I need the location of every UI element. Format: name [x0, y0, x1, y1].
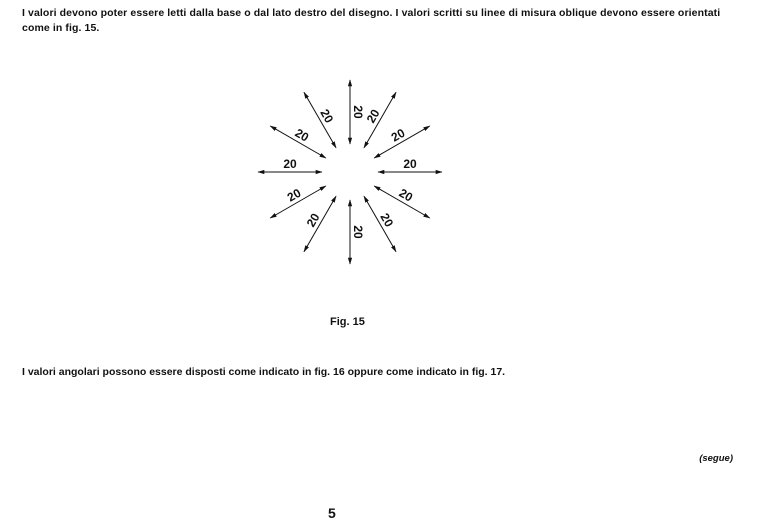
figure-15 — [230, 70, 470, 280]
dimension-orientation-diagram — [230, 70, 470, 280]
dimension-label: 20 — [283, 157, 297, 172]
dimension-label: 20 — [292, 125, 312, 145]
dimension-label: 20 — [350, 105, 365, 119]
figure-caption: Fig. 15 — [330, 316, 365, 328]
dimension-label: 20 — [303, 210, 323, 230]
dimension-label: 20 — [284, 185, 304, 205]
page-number: 5 — [328, 505, 336, 521]
dimension-label: 20 — [363, 106, 383, 126]
body-paragraph-2: I valori angolari possono essere disposti come indicato in fig. 16 oppure come indicato in fig. 17. — [22, 366, 506, 378]
dimension-label: 20 — [396, 185, 416, 205]
dimension-label: 20 — [377, 210, 397, 230]
dimension-label: 20 — [350, 225, 365, 239]
dimension-label: 20 — [388, 125, 408, 145]
dimension-label: 20 — [403, 157, 417, 172]
dimension-label: 20 — [317, 106, 337, 126]
continuation-note: (segue) — [699, 453, 733, 464]
body-paragraph-1: I valori devono poter essere letti dalla base o dal lato destro del disegno. I valori scritti su linee di misura oblique devono essere orientati come in fig. 15. — [22, 7, 721, 34]
